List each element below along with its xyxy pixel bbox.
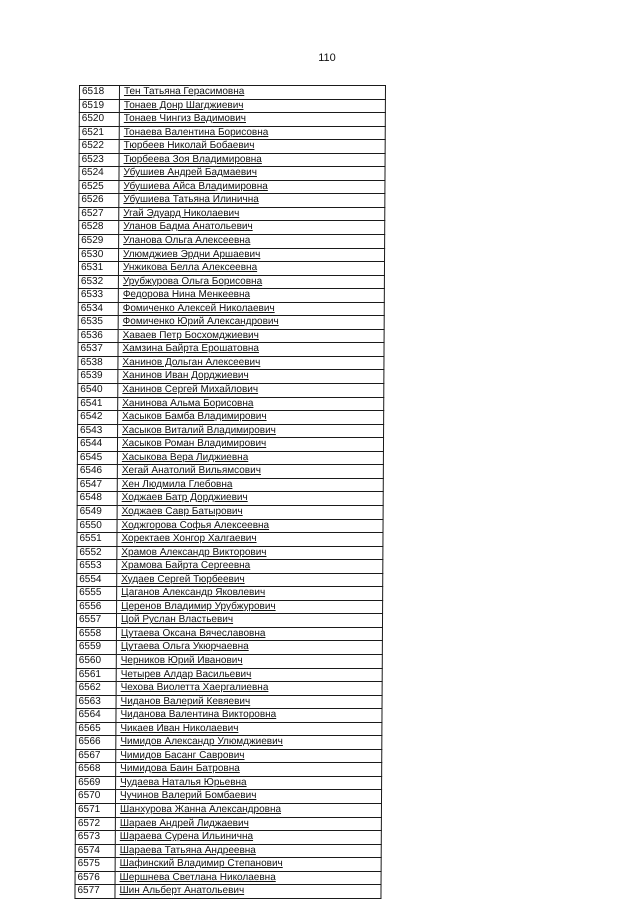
table-row <box>75 844 381 858</box>
record-number: 6527 <box>79 207 119 221</box>
table-row <box>79 140 385 154</box>
table-row <box>77 519 383 533</box>
record-number: 6532 <box>78 275 118 289</box>
record-number: 6523 <box>79 153 119 167</box>
record-number: 6577 <box>75 885 115 899</box>
record-number: 6560 <box>76 654 116 668</box>
person-full-name: Хаваев Петр Босхомджиевич <box>118 329 384 343</box>
person-full-name: Хасыков Роман Владимирович <box>117 438 383 452</box>
record-number: 6526 <box>79 194 119 208</box>
record-number: 6540 <box>78 384 118 398</box>
record-number: 6545 <box>77 451 117 465</box>
table-row <box>78 289 384 303</box>
table-row <box>77 600 383 614</box>
person-full-name: Чикаев Иван Николаевич <box>116 722 382 736</box>
record-number: 6538 <box>78 356 118 370</box>
table-row <box>75 831 381 845</box>
person-full-name: Чимидов Басанг Саврович <box>116 749 382 763</box>
record-number: 6543 <box>78 424 118 438</box>
table-row <box>78 356 384 370</box>
table-row <box>79 207 385 221</box>
person-full-name: Ходжгорова Софья Алексеевна <box>117 519 383 533</box>
person-full-name: Чимидов Александр Улюмджиевич <box>116 736 382 750</box>
table-row <box>79 235 385 249</box>
record-number: 6555 <box>77 587 117 601</box>
record-number: 6520 <box>79 113 119 127</box>
person-full-name: Тонаев Донр Шагджиевич <box>119 99 385 113</box>
record-number: 6522 <box>79 140 119 154</box>
table-row <box>77 560 383 574</box>
person-full-name: Ханинов Иван Дорджиевич <box>118 370 384 384</box>
person-full-name: Цой Руслан Властьевич <box>116 614 382 628</box>
person-full-name: Федорова Нина Менкеевна <box>118 289 384 303</box>
record-number: 6533 <box>78 289 118 303</box>
table-row <box>76 776 382 790</box>
record-number: 6566 <box>76 736 116 750</box>
record-number: 6576 <box>75 871 115 885</box>
record-number: 6549 <box>77 505 117 519</box>
table-row <box>77 465 383 479</box>
table-row <box>77 438 383 452</box>
person-full-name: Ханинова Альма Борисовна <box>118 397 384 411</box>
record-number: 6531 <box>78 262 118 276</box>
person-full-name: Шафинский Владимир Степанович <box>115 858 381 872</box>
person-full-name: Хамзина Байрта Ерошатовна <box>118 343 384 357</box>
table-row <box>79 86 385 100</box>
person-full-name: Убушиева Айса Владимировна <box>119 180 385 194</box>
record-number: 6550 <box>77 519 117 533</box>
person-full-name: Тюрбеева Зоя Владимировна <box>119 153 385 167</box>
record-number: 6567 <box>76 749 116 763</box>
record-number: 6524 <box>79 167 119 181</box>
record-number: 6521 <box>79 126 119 140</box>
record-number: 6518 <box>79 86 119 100</box>
table-row <box>77 492 383 506</box>
person-full-name: Четырев Алдар Васильевич <box>116 668 382 682</box>
table-row <box>79 221 385 235</box>
person-full-name: Хоректаев Хонгор Халгаевич <box>117 533 383 547</box>
record-number: 6565 <box>76 722 116 736</box>
person-full-name: Шин Альберт Анатольевич <box>115 885 381 899</box>
person-full-name: Цутаева Ольга Укюрчаевна <box>116 641 382 655</box>
table-row <box>78 275 384 289</box>
table-row <box>78 316 384 330</box>
table-row <box>77 546 383 560</box>
record-number: 6547 <box>77 478 117 492</box>
table-row <box>78 329 384 343</box>
record-number: 6536 <box>78 329 118 343</box>
table-row <box>75 790 381 804</box>
person-full-name: Храмов Александр Викторович <box>117 546 383 560</box>
record-number: 6563 <box>76 695 116 709</box>
record-number: 6568 <box>76 763 116 777</box>
record-number: 6552 <box>77 546 117 560</box>
person-full-name: Ходжаев Батр Дорджиевич <box>117 492 383 506</box>
table-row <box>77 478 383 492</box>
person-full-name: Чимидова Баин Батровна <box>116 763 382 777</box>
person-full-name: Тюрбеев Николай Бобаевич <box>119 140 385 154</box>
person-full-name: Урубжурова Ольга Борисовна <box>118 275 384 289</box>
person-full-name: Худаев Сергей Тюрбеевич <box>117 573 383 587</box>
record-number: 6529 <box>79 235 119 249</box>
table-row <box>78 343 384 357</box>
table-row <box>79 194 385 208</box>
record-number: 6569 <box>76 776 116 790</box>
table-row <box>77 505 383 519</box>
record-number: 6537 <box>78 343 118 357</box>
records-table-body <box>75 86 386 899</box>
table-row <box>76 641 382 655</box>
table-row <box>79 248 385 262</box>
person-full-name: Чехова Виолетта Хаергалиевна <box>116 682 382 696</box>
person-full-name: Унжикова Белла Алексеевна <box>118 262 384 276</box>
record-number: 6573 <box>75 831 115 845</box>
record-number: 6553 <box>77 560 117 574</box>
record-number: 6541 <box>78 397 118 411</box>
person-full-name: Шараева Татьяна Андреевна <box>115 844 381 858</box>
record-number: 6530 <box>79 248 119 262</box>
record-number: 6572 <box>75 817 115 831</box>
person-full-name: Шараев Андрей Лиджаевич <box>115 817 381 831</box>
table-row <box>77 533 383 547</box>
table-row <box>78 370 384 384</box>
person-full-name: Чиданов Валерий Кевяевич <box>116 695 382 709</box>
table-row <box>77 573 383 587</box>
table-row <box>76 709 382 723</box>
record-number: 6542 <box>78 411 118 425</box>
record-number: 6559 <box>76 641 116 655</box>
person-full-name: Фомиченко Юрий Александрович <box>118 316 384 330</box>
table-row <box>76 736 382 750</box>
record-number: 6525 <box>79 180 119 194</box>
person-full-name: Шанхурова Жанна Александровна <box>115 803 381 817</box>
person-full-name: Цаганов Александр Яковлевич <box>117 587 383 601</box>
person-full-name: Улюмджиев Эрдни Аршаевич <box>119 248 385 262</box>
table-row <box>75 803 381 817</box>
person-full-name: Угай Эдуард Николаевич <box>119 207 385 221</box>
record-number: 6544 <box>77 438 117 452</box>
person-full-name: Чудаева Наталья Юрьевна <box>116 776 382 790</box>
person-full-name: Ханинов Сергей Михайлович <box>118 384 384 398</box>
table-row <box>75 885 381 899</box>
person-full-name: Шараева Сурена Ильинична <box>115 831 381 845</box>
table-row <box>78 397 384 411</box>
person-full-name: Чучинов Валерий Бомбаевич <box>115 790 381 804</box>
table-row <box>75 871 381 885</box>
person-full-name: Убушиева Татьяна Илинична <box>119 194 385 208</box>
table-row <box>76 722 382 736</box>
record-number: 6561 <box>76 668 116 682</box>
person-full-name: Хегай Анатолий Вильямсович <box>117 465 383 479</box>
page-number: 110 <box>318 52 336 64</box>
table-row <box>78 411 384 425</box>
record-number: 6528 <box>79 221 119 235</box>
person-full-name: Цутаева Оксана Вячеславовна <box>116 627 382 641</box>
record-number: 6551 <box>77 533 117 547</box>
table-row <box>77 451 383 465</box>
table-row <box>79 153 385 167</box>
table-row <box>75 858 381 872</box>
table-row <box>76 614 382 628</box>
records-table <box>74 85 386 899</box>
table-row <box>77 587 383 601</box>
person-full-name: Ходжаев Савр Батырович <box>117 505 383 519</box>
record-number: 6539 <box>78 370 118 384</box>
person-full-name: Храмова Байрта Сергеевна <box>117 560 383 574</box>
person-full-name: Шершнева Светлана Николаевна <box>115 871 381 885</box>
record-number: 6575 <box>75 858 115 872</box>
table-row <box>76 627 382 641</box>
person-full-name: Тонаев Чингиз Вадимович <box>119 113 385 127</box>
person-full-name: Хасыкова Вера Лиджиевна <box>117 451 383 465</box>
table-row <box>78 262 384 276</box>
table-row <box>76 763 382 777</box>
person-full-name: Хасыков Виталий Владимирович <box>118 424 384 438</box>
person-full-name: Тен Татьяна Герасимовна <box>119 86 385 100</box>
table-row <box>76 695 382 709</box>
records-table-container <box>74 85 385 899</box>
person-full-name: Уланов Бадма Анатольевич <box>119 221 385 235</box>
table-row <box>79 113 385 127</box>
person-full-name: Чиданова Валентина Викторовна <box>116 709 382 723</box>
person-full-name: Ханинов Дольган Алексеевич <box>118 356 384 370</box>
table-row <box>76 682 382 696</box>
record-number: 6554 <box>77 573 117 587</box>
record-number: 6534 <box>78 302 118 316</box>
table-row <box>78 424 384 438</box>
record-number: 6571 <box>75 803 115 817</box>
record-number: 6574 <box>75 844 115 858</box>
person-full-name: Фомиченко Алексей Николаевич <box>118 302 384 316</box>
record-number: 6535 <box>78 316 118 330</box>
person-full-name: Хен Людмила Глебовна <box>117 478 383 492</box>
record-number: 6570 <box>75 790 115 804</box>
table-row <box>78 302 384 316</box>
person-full-name: Церенов Владимир Урубжурович <box>117 600 383 614</box>
table-row <box>76 654 382 668</box>
table-row <box>79 126 385 140</box>
table-row <box>79 99 385 113</box>
person-full-name: Убушиев Андрей Бадмаевич <box>119 167 385 181</box>
person-full-name: Хасыков Бамба Владимирович <box>118 411 384 425</box>
table-row <box>78 384 384 398</box>
record-number: 6557 <box>76 614 116 628</box>
record-number: 6556 <box>77 600 117 614</box>
table-row <box>76 668 382 682</box>
record-number: 6558 <box>76 627 116 641</box>
record-number: 6562 <box>76 682 116 696</box>
record-number: 6548 <box>77 492 117 506</box>
record-number: 6546 <box>77 465 117 479</box>
person-full-name: Черников Юрий Иванович <box>116 654 382 668</box>
table-row <box>76 749 382 763</box>
table-row <box>75 817 381 831</box>
table-row <box>79 180 385 194</box>
record-number: 6519 <box>79 99 119 113</box>
table-row <box>79 167 385 181</box>
record-number: 6564 <box>76 709 116 723</box>
person-full-name: Уланова Ольга Алексеевна <box>119 235 385 249</box>
person-full-name: Тонаева Валентина Борисовна <box>119 126 385 140</box>
